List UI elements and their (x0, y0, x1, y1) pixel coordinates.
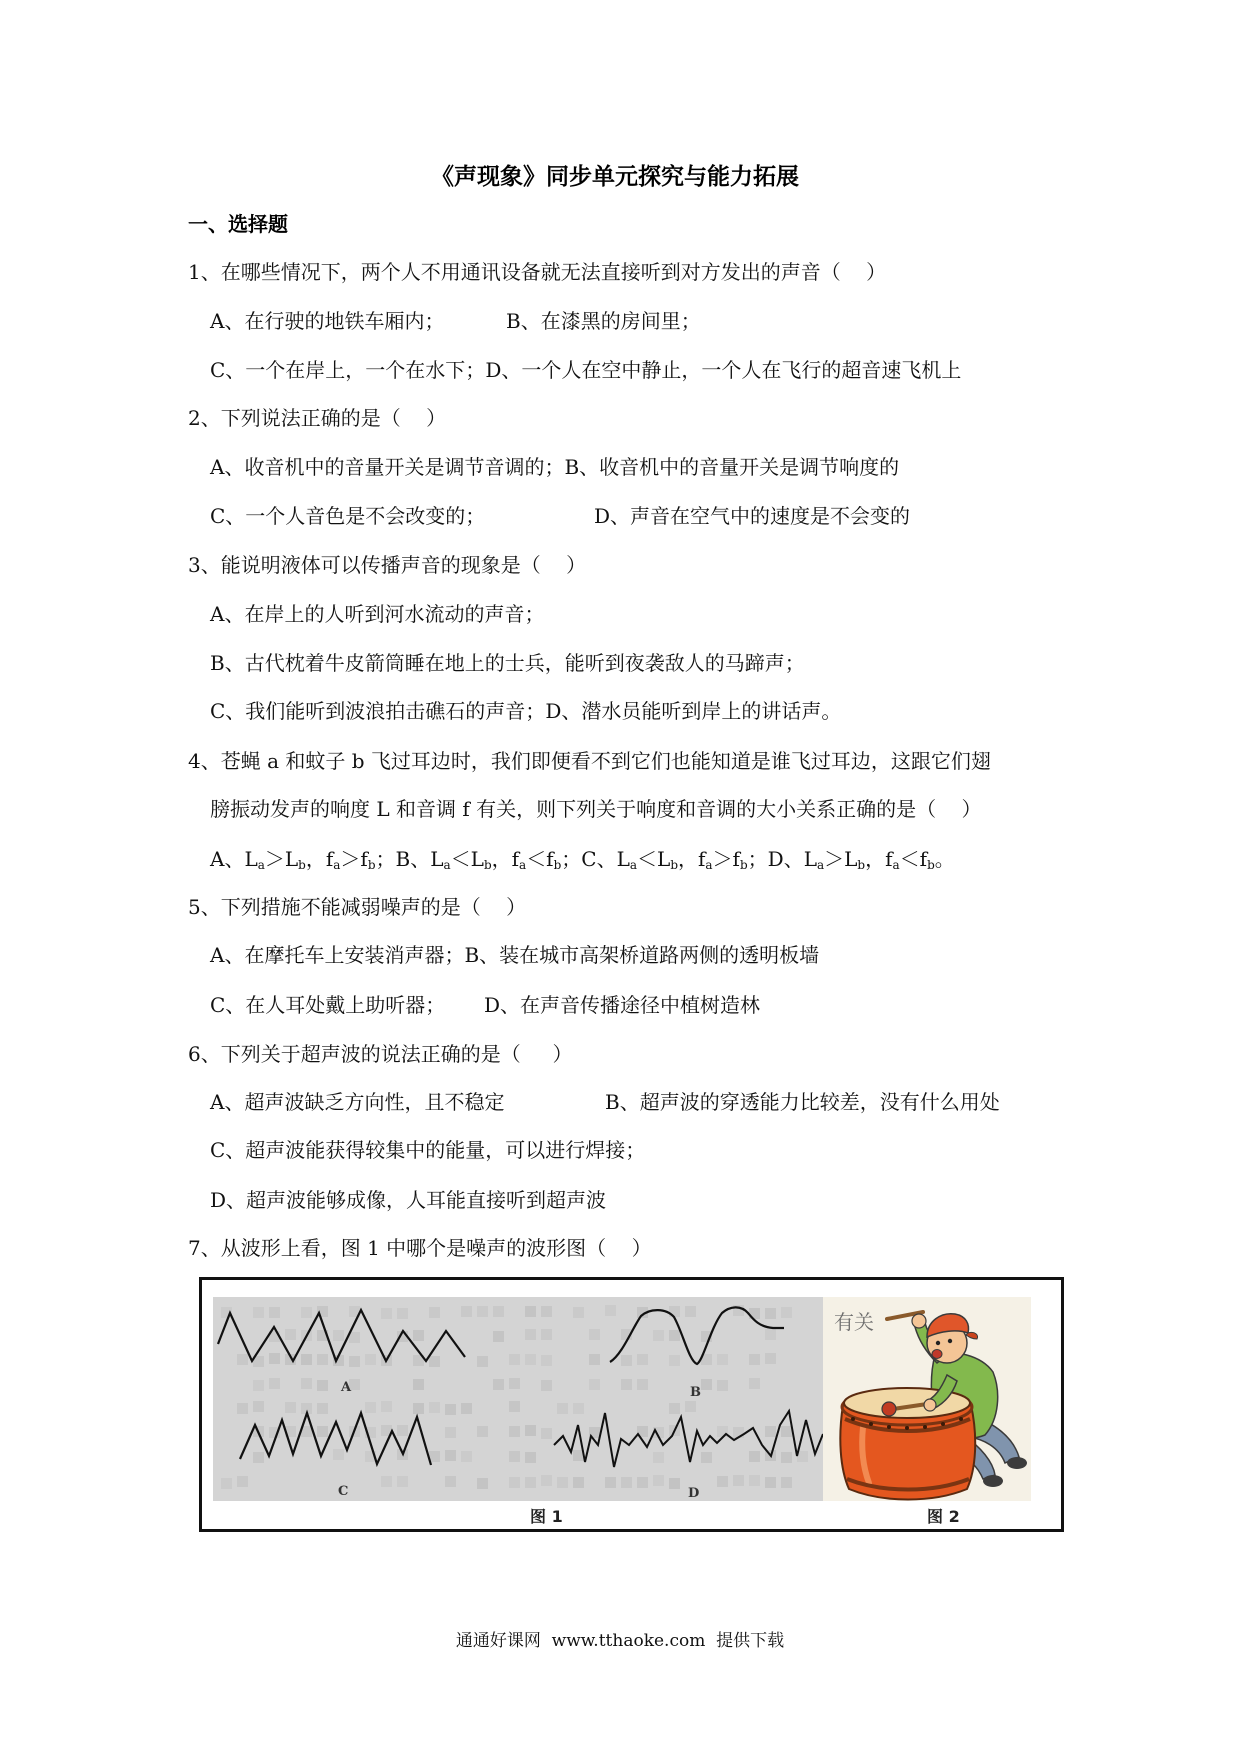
question-4-option-a: A、$L_a>L_b$，$f_a>f_b$； (210, 847, 396, 872)
question-3-option-a: A、在岸上的人听到河水流动的声音； (210, 602, 545, 626)
subscript: a (629, 858, 638, 872)
question-1-option-d: D、一个人在空中静止，一个人在飞行的超音速飞机上 (485, 358, 962, 382)
question-5-option-b: B、装在城市高架桥道路两侧的透明板墙 (464, 943, 820, 967)
subscript: b (739, 858, 748, 872)
question-3-stem: 3、能说明液体可以传播声音的现象是（ ） (188, 553, 587, 577)
subscript: a (333, 858, 341, 872)
figure-caption-2 (927, 1507, 971, 1526)
question-6-stem: 6、下列关于超声波的说法正确的是（ ） (188, 1042, 573, 1066)
subscript: a (705, 858, 713, 872)
waveform-label-b: B (690, 1385, 701, 1400)
question-4-stem-line-1: 4、苍蝇 a 和蚊子 b 飞过耳边时，我们即便看不到它们也能知道是谁飞过耳边，这跟它们翅 (188, 749, 991, 773)
figure-frame (199, 1277, 1064, 1532)
question-5-option-c: C、在人耳处戴上助听器； (210, 993, 446, 1017)
question-1-option-b: B、在漆黑的房间里； (506, 309, 701, 333)
subscript: b (298, 858, 306, 872)
subscript: b (857, 858, 866, 872)
subscript: b (483, 858, 492, 872)
question-3-options-cd (210, 698, 841, 724)
subscript: b (367, 858, 376, 872)
question-4-stem-line-2: 膀振动发声的响度 L 和音调 f 有关，则下列关于响度和音调的大小关系正确的是（ ） (210, 797, 982, 821)
question-3-option-b: B、古代枕着牛皮箭筒睡在地上的士兵，能听到夜袭敌人的马蹄声； (210, 651, 805, 675)
question-2-option-c: C、一个人音色是不会改变的； (210, 504, 486, 528)
question-2-options-ab (210, 454, 899, 480)
subscript: b (670, 858, 678, 872)
document-title: 《声现象》同步单元探究与能力拓展 (431, 164, 799, 190)
question-6-option-c: C、超声波能获得较集中的能量，可以进行焊接； (210, 1138, 646, 1162)
question-1-stem: 1、在哪些情况下，两个人不用通讯设备就无法直接听到对方发出的声音（ ） (188, 260, 887, 284)
question-6-option-b: B、超声波的穿透能力比较差，没有什么用处 (605, 1090, 1000, 1114)
subscript: a (443, 858, 451, 872)
question-4-option-c: C、$L_a<L_b$，$f_a>f_b$； (581, 847, 768, 872)
page-footer: 通通好课网 www.tthaoke.com 提供下载 (455, 1631, 785, 1651)
question-5-option-a: A、在摩托车上安装消声器； (210, 943, 465, 967)
subscript: a (257, 858, 265, 872)
figure-caption-1-text: 图 1 (530, 1507, 563, 1526)
question-1-option-a: A、在行驶的地铁车厢内； (210, 309, 445, 333)
figure-caption-2-text: 图 2 (927, 1507, 960, 1526)
question-3-option-c: C、我们能听到波浪拍击礁石的声音； (210, 699, 546, 723)
question-4-option-b: B、$L_a<L_b$，$f_a<f_b$； (395, 847, 582, 872)
waveform-label-a: A (341, 1380, 352, 1395)
question-6-option-d: D、超声波能够成像，人耳能直接听到超声波 (210, 1188, 607, 1212)
question-5-stem: 5、下列措施不能减弱噪声的是（ ） (188, 895, 527, 919)
figure-background-text: 有关 (834, 1310, 874, 1334)
subscript: a (816, 858, 825, 872)
question-3-option-d: D、潜水员能听到岸上的讲话声。 (545, 699, 842, 723)
question-2-option-d: D、声音在空气中的速度是不会变的 (594, 504, 911, 528)
section-heading: 一、选择题 (188, 212, 288, 236)
waveform-label-c: C (338, 1484, 349, 1499)
question-7-stem: 7、从波形上看，图 1 中哪个是噪声的波形图（ ） (188, 1236, 652, 1260)
question-2-option-a: A、收音机中的音量开关是调节音调的； (210, 455, 565, 479)
question-4-option-d: D、$L_a>L_b$，$f_a<f_b$。 (767, 847, 955, 872)
question-1-option-c: C、一个在岸上，一个在水下； (210, 358, 486, 382)
question-2-option-b: B、收音机中的音量开关是调节响度的 (564, 455, 900, 479)
subscript: b (553, 858, 562, 872)
subscript: a (892, 858, 900, 872)
question-5-options-ab (210, 942, 819, 968)
subscript: a (519, 858, 527, 872)
question-2-stem: 2、下列说法正确的是（ ） (188, 406, 447, 430)
subscript: b (927, 858, 935, 872)
waveform-label-d: D (688, 1486, 700, 1501)
question-1-options-cd (210, 357, 961, 383)
figure-caption-1 (530, 1507, 574, 1526)
question-4-options (210, 846, 955, 872)
question-6-option-a: A、超声波缺乏方向性，且不稳定 (210, 1090, 505, 1114)
question-5-option-d: D、在声音传播途径中植树造林 (484, 993, 761, 1017)
